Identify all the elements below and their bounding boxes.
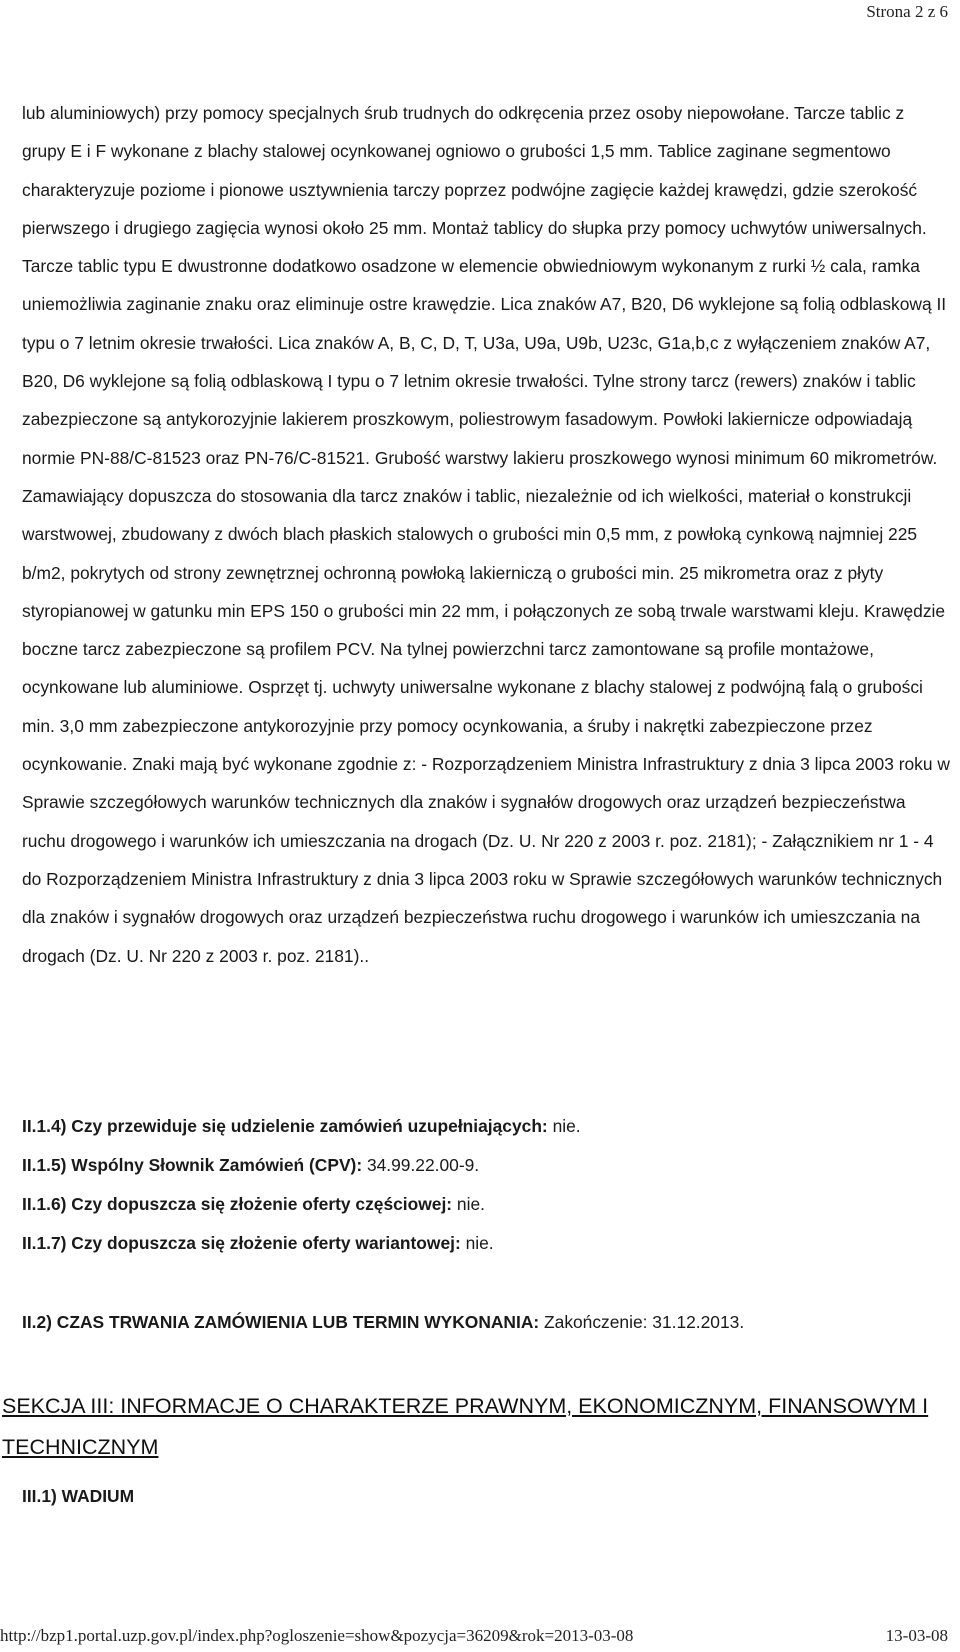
duration-value: Zakończenie: 31.12.2013. (539, 1312, 745, 1332)
question-label: II.1.5) Wspólny Słownik Zamówień (CPV): (22, 1155, 363, 1175)
question-cpv (22, 1155, 479, 1176)
question-label: II.1.4) Czy przewiduje się udzielenie zamówień uzupełniających: (22, 1116, 548, 1136)
footer-date: 13-03-08 (885, 1626, 948, 1645)
question-answer: nie. (460, 1233, 494, 1253)
page-number: Strona 2 z 6 (866, 2, 948, 21)
body-paragraph: lub aluminiowych) przy pomocy specjalnych śrub trudnych do odkręcenia przez osoby niepowołane. Tarcze tablic z grupy E i F wykonane z blachy stalowej ocynkowanej ogniowo o grubości 1,5 mm. Tablice zaginane segmentowo charakteryzuje poziome i pionowe usztywnienia tarczy poprzez podwójne zagięcie każdej krawędzi, gdzie szerokość pierwszego i drugiego zagięcia wynosi około 25 mm. Montaż tablicy do słupka przy pomocy uchwytów uniwersalnych. Tarcze tablic typu E dwustronne dodatkowo osadzone w elemencie obwiedniowym wykonanym z rurki ½ cala, ramka uniemożliwia zaginanie znaku oraz eliminuje ostre krawędzie. Lica znaków A7, B20, D6 wyklejone są folią odblaskową II typu o 7 letnim okresie trwałości. Lica znaków A, B, C, D, T, U3a, U9a, U9b, U23c, G1a,b,c z wyłączeniem znaków A7, B20, D6 wyklejone są folią odblaskową I typu o 7 letnim okresie trwałości. Tylne strony tarcz (rewers) znaków i tablic zabezpieczone są antykorozyjnie lakierem proszkowym, poliestrowym fasadowym. Powłoki lakiernicze odpowiadają normie PN-88/C-81523 oraz PN-76/C-81521. Grubość warstwy lakieru proszkowego wynosi minimum 60 mikrometrów. Zamawiający dopuszcza do stosowania dla tarcz znaków i tablic, niezależnie od ich wielkości, materiał o konstrukcji warstwowej, zbudowany z dwóch blach płaskich stalowych o grubości min 0,5 mm, z powłoką cynkową najmniej 225 b/m2, pokrytych od strony zewnętrznej ochronną powłoką lakierniczą o grubości min. 25 mikrometra oraz z płyty styropianowej w gatunku min EPS 150 o grubości min 22 mm, i połączonych ze sobą trwale warstwami kleju. Krawędzie boczne tarcz zabezpieczone są profilem PCV. Na tylnej powierzchni tarcz zamontowane są profile montażowe, ocynkowane lub aluminiowe. Osprzęt tj. uchwyty uniwersalne wykonane z blachy stalowej z podwójną falą o grubości min. 3,0 mm zabezpieczone antykorozyjnie przy pomocy ocynkowania, a śruby i nakrętki zabezpieczone przez ocynkowanie. Znaki mają być wykonane zgodnie z: - Rozporządzeniem Ministra Infrastruktury z dnia 3 lipca 2003 roku w Sprawie szczegółowych warunków technicznych dla znaków i sygnałów drogowych oraz urządzeń bezpieczeństwa ruchu drogowego i warunków ich umieszczania na drogach (Dz. U. Nr 220 z 2003 r. poz. 2181); - Załącznikiem nr 1 - 4 do Rozporządzeniem Ministra Infrastruktury z dnia 3 lipca 2003 roku w Sprawie szczegółowych warunków technicznych dla znaków i sygnałów drogowych oraz urządzeń bezpieczeństwa ruchu drogowego i warunków ich umieszczania na drogach (Dz. U. Nr 220 z 2003 r. poz. 2181).. (22, 103, 950, 966)
question-answer: nie. (547, 1116, 581, 1136)
question-partial-offer (22, 1194, 485, 1215)
question-answer: nie. (452, 1194, 485, 1214)
question-label: II.1.7) Czy dopuszcza się złożenie oferty wariantowej: (22, 1233, 461, 1253)
section-title: SEKCJA III: INFORMACJE O CHARAKTERZE PRAWNYM, EKONOMICZNYM, FINANSOWYM I TECHNICZNYM (2, 1394, 929, 1459)
question-label: II.1.6) Czy dopuszcza się złożenie oferty częściowej: (22, 1194, 453, 1214)
question-variant-offer (22, 1233, 494, 1254)
duration-label: II.2) CZAS TRWANIA ZAMÓWIENIA LUB TERMIN WYKONANIA: (22, 1312, 540, 1332)
subsection-heading: III.1) WADIUM (22, 1486, 135, 1506)
question-supplementary-orders (22, 1116, 581, 1137)
question-answer: 34.99.22.00-9. (362, 1155, 480, 1175)
document-body (22, 94, 950, 975)
footer-url: http://bzp1.portal.uzp.gov.pl/index.php?ogloszenie=show&pozycja=36209&rok=2013-03-08 (0, 1626, 634, 1645)
duration-row (22, 1312, 744, 1333)
